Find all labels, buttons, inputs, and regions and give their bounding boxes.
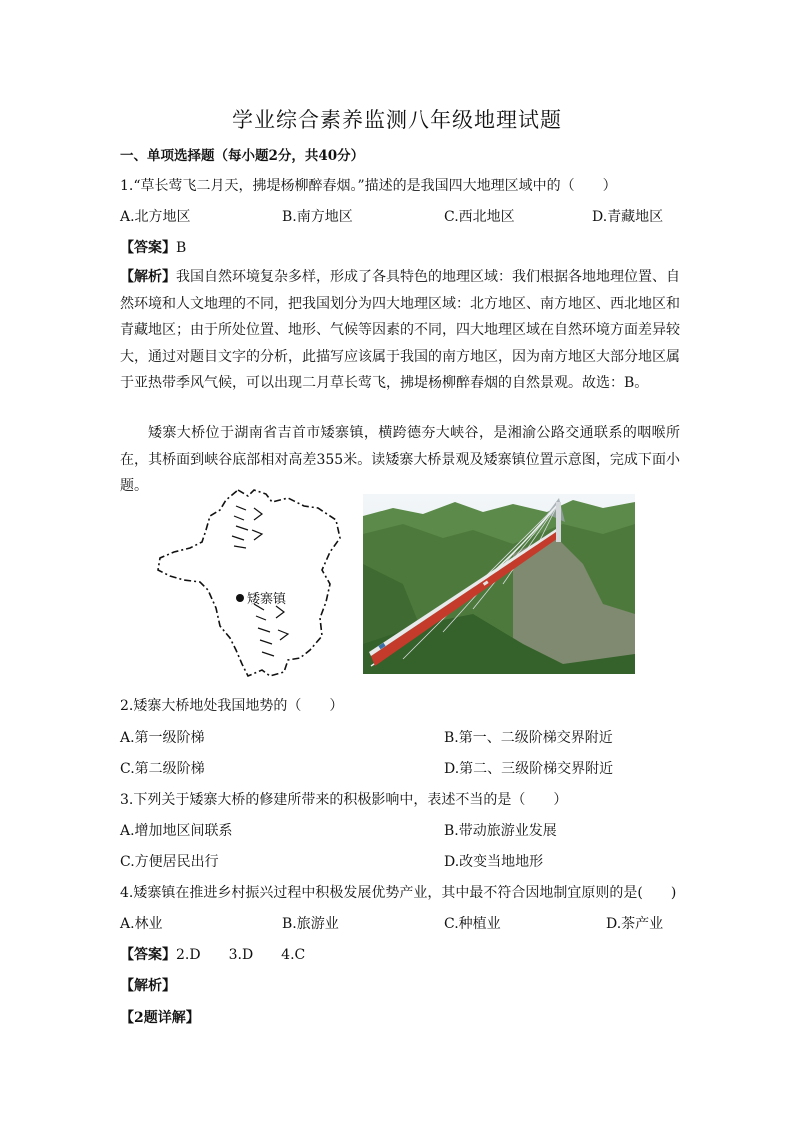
question-4-stem: 4.矮寨镇在推进乡村振兴过程中积极发展优势产业，其中最不符合因地制宜原则的是( ): [120, 885, 677, 901]
q3-option-b: B.带动旅游业发展: [444, 823, 557, 839]
q3-option-c: C.方便居民出行: [120, 854, 219, 870]
q3-option-d: D.改变当地地形: [444, 854, 544, 870]
analysis-label: 【解析】: [120, 269, 176, 285]
answer-value: B: [176, 240, 187, 256]
bridge-photo: [363, 494, 635, 674]
q4-option-c: C.种植业: [444, 916, 501, 932]
passage-text: 矮寨大桥位于湖南省吉首市矮寨镇，横跨德夯大峡谷，是湘渝公路交通联系的咽喉所在，其桥面到峡谷底部相对高差355米。读矮寨大桥景观及矮寨镇位置示意图，完成下面小题。: [120, 425, 680, 494]
q4-option-d: D.茶产业: [606, 916, 664, 932]
answer-values: 2.D 3.D 4.C: [176, 947, 306, 963]
question-3-stem: 3.下列关于矮寨大桥的修建所带来的积极影响中，表述不当的是（ ）: [120, 792, 568, 808]
q4-option-b: B.旅游业: [282, 916, 339, 932]
q4-option-a: A.林业: [120, 916, 163, 932]
answer-label: 【答案】: [120, 947, 176, 963]
q1-option-b: B.南方地区: [282, 209, 353, 225]
q3-option-a: A.增加地区间联系: [120, 823, 233, 839]
q2-option-d: D.第二、三级阶梯交界附近: [444, 761, 614, 777]
q1-option-c: C.西北地区: [444, 209, 515, 225]
section-heading: 一、单项选择题（每小题2分，共40分）: [120, 148, 365, 164]
town-label: 矮寨镇: [247, 592, 287, 607]
bridge-tower: [556, 502, 561, 542]
town-marker: [236, 594, 244, 602]
q2-option-b: B.第一、二级阶梯交界附近: [444, 730, 613, 746]
river-symbol-south: [254, 604, 288, 656]
analysis-text: 我国自然环境复杂多样，形成了各具特色的地理区域：我们根据各地地理位置、自然环境和人文地理的不同，把我国划分为四大地理区域：北方地区、南方地区、西北地区和青藏地区；由于所处位置、地形、气候等因素的不同，四大地理区域在自然环境方面差异较大，通过对题目文字的分析，此描写应该属于我国的南方地区，因为南方地区大部分地区属于亚热带季风气候，可以出现二月草长莺飞，拂堤杨柳醉春烟的自然景观。故选：B。: [120, 269, 680, 391]
analysis-heading: 【解析】: [120, 978, 176, 994]
county-boundary: [158, 490, 340, 676]
river-symbol-north: [232, 506, 262, 548]
question-1-stem: 1.“草长莺飞二月天，拂堤杨柳醉春烟。”描述的是我国四大地理区域中的（ ）: [120, 178, 617, 194]
q2-option-a: A.第一级阶梯: [120, 730, 205, 746]
q1-answer: [120, 238, 186, 258]
q1-analysis: [120, 264, 680, 397]
page-title: 学业综合素养监测八年级地理试题: [232, 108, 562, 132]
answers-2-4: [120, 945, 305, 965]
location-map: [150, 486, 355, 682]
question-2-stem: 2.矮寨大桥地处我国地势的（ ）: [120, 698, 344, 714]
detail-heading: 【2题详解】: [120, 1010, 200, 1026]
q2-option-c: C.第二级阶梯: [120, 761, 205, 777]
q1-option-d: D.青藏地区: [592, 209, 664, 225]
answer-label: 【答案】: [120, 240, 176, 256]
q1-option-a: A.北方地区: [120, 209, 191, 225]
